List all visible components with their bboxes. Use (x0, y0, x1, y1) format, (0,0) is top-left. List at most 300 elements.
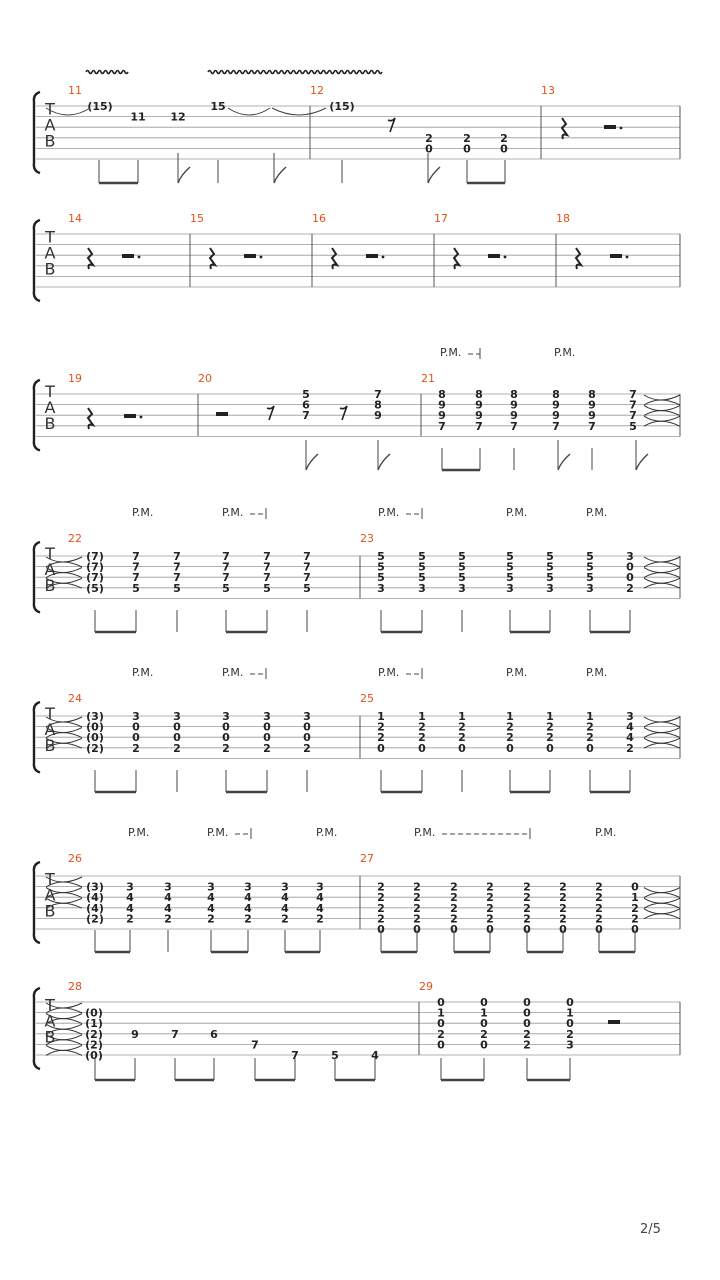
fret-number: 0 (566, 1017, 574, 1031)
fret-number: 2 (303, 741, 311, 755)
fret-number: 5 (629, 419, 637, 433)
fret-number: 7 (629, 388, 637, 401)
palm-mute-label: P.M. (586, 666, 608, 679)
fret-number: 0 (377, 923, 385, 936)
fret-number: 5 (458, 571, 466, 585)
fret-number: (15) (87, 100, 113, 113)
tie-cross (644, 909, 680, 914)
fret-number: 11 (130, 110, 146, 124)
page-number: 2/5 (640, 1222, 661, 1237)
fret-number: 7 (475, 419, 483, 433)
tie (272, 108, 326, 115)
flag (558, 454, 570, 470)
half-rest (488, 254, 500, 258)
fret-number: 0 (631, 880, 639, 894)
fret-number: 1 (546, 710, 554, 723)
fret-number: 3 (263, 710, 271, 723)
half-rest (244, 254, 256, 258)
palm-mute-label: P.M. (222, 506, 244, 519)
fret-number: 5 (506, 560, 514, 574)
fret-number: 2 (222, 741, 230, 755)
fret-number: (4) (86, 901, 104, 915)
fret-number: (7) (86, 571, 104, 585)
fret-number: 0 (222, 720, 230, 734)
fret-number: 2 (244, 912, 252, 926)
tab-clef-letter: A (44, 115, 56, 135)
fret-number: 2 (486, 901, 494, 915)
palm-mute-label: P.M. (506, 666, 528, 679)
fret-number: 2 (523, 891, 531, 905)
palm-mute-label: P.M. (378, 666, 400, 679)
fret-number: 0 (458, 741, 466, 755)
fret-number: 2 (377, 731, 385, 745)
fret-number: 0 (500, 142, 508, 156)
dot (504, 256, 507, 259)
fret-number: (0) (86, 731, 104, 745)
fret-number: 2 (595, 901, 603, 915)
vibrato (208, 71, 382, 74)
eighth-rest (388, 118, 395, 132)
tab-clef-letter: T (45, 995, 55, 1015)
tab-staff (34, 702, 680, 772)
fret-number: 7 (222, 560, 230, 574)
fret-number: 2 (173, 741, 181, 755)
fret-number: 0 (222, 731, 230, 745)
tab-clef-letter: T (45, 99, 55, 119)
fret-number: 2 (523, 912, 531, 926)
fret-number: 2 (631, 912, 639, 926)
flag (306, 454, 318, 470)
flag (428, 167, 440, 183)
fret-number: 0 (413, 923, 421, 936)
fret-number: 2 (506, 731, 514, 745)
tab-clef-letter: B (44, 259, 56, 279)
fret-number: 4 (371, 1049, 379, 1062)
measure-number: 29 (419, 980, 433, 993)
fret-number: 7 (629, 398, 637, 412)
eighth-rest (340, 406, 347, 420)
fret-number: 2 (418, 731, 426, 745)
fret-number: 2 (480, 1027, 488, 1041)
fret-number: 3 (546, 581, 554, 595)
fret-number: (0) (85, 1049, 103, 1062)
fret-number: 4 (244, 901, 252, 915)
fret-number: 2 (486, 880, 494, 894)
fret-number: 0 (263, 720, 271, 734)
fret-number: 2 (413, 901, 421, 915)
tie-cross (644, 738, 680, 743)
system-bracket (34, 988, 40, 1069)
fret-number: (15) (329, 100, 355, 113)
fret-number: 2 (566, 1027, 574, 1041)
fret-number: 0 (631, 923, 639, 936)
flag (636, 454, 648, 470)
fret-number: 2 (506, 720, 514, 734)
measure-number: 25 (360, 692, 374, 705)
fret-number: 8 (510, 388, 518, 401)
measure-number: 28 (68, 980, 82, 993)
fret-number: 0 (506, 741, 514, 755)
fret-number: 0 (450, 923, 458, 936)
fret-number: (5) (86, 581, 104, 595)
fret-number: 1 (437, 1006, 445, 1020)
fret-number: 9 (438, 409, 446, 423)
measure-number: 13 (541, 84, 555, 97)
fret-number: 2 (523, 1027, 531, 1041)
fret-number: 2 (164, 912, 172, 926)
fret-number: 7 (263, 571, 271, 585)
fret-number: 0 (132, 720, 140, 734)
system-bracket (34, 92, 40, 173)
fret-number: 9 (438, 398, 446, 412)
fret-number: 5 (418, 550, 426, 563)
fret-number: 2 (450, 891, 458, 905)
tab-clef-letter: B (44, 736, 56, 756)
fret-number: 2 (418, 720, 426, 734)
measure-number: 11 (68, 84, 82, 97)
fret-number: 7 (171, 1027, 179, 1041)
flag (378, 454, 390, 470)
fret-number: 7 (251, 1038, 259, 1052)
fret-number: 0 (480, 1017, 488, 1031)
tie-cross (644, 728, 680, 733)
measure-number: 24 (68, 692, 82, 705)
fret-number: 2 (559, 912, 567, 926)
fret-number: 2 (377, 880, 385, 894)
fret-number: 3 (164, 880, 172, 894)
fret-number: 4 (126, 891, 134, 905)
measure-number: 26 (68, 852, 82, 865)
fret-number: 3 (458, 581, 466, 595)
fret-number: 3 (244, 880, 252, 894)
fret-number: 5 (377, 571, 385, 585)
fret-number: 5 (586, 550, 594, 563)
fret-number: 7 (263, 550, 271, 563)
fret-number: 8 (475, 388, 483, 401)
tie-cross (644, 717, 680, 722)
tie-cross (644, 568, 680, 573)
tab-clef-letter: A (44, 720, 56, 740)
fret-number: 6 (302, 398, 310, 412)
fret-number: 7 (438, 419, 446, 433)
fret-number: (0) (85, 1006, 103, 1020)
fret-number: 3 (126, 880, 134, 894)
fret-number: 0 (626, 571, 634, 585)
tie-cross (644, 416, 680, 421)
palm-mute-label: P.M. (506, 506, 528, 519)
fret-number: 7 (132, 560, 140, 574)
fret-number: 0 (437, 1017, 445, 1031)
half-rest (604, 125, 616, 129)
fret-number: 7 (552, 419, 560, 433)
fret-number: 5 (458, 550, 466, 563)
fret-number: 2 (450, 880, 458, 894)
fret-number: 5 (546, 560, 554, 574)
palm-mute-label: P.M. (207, 826, 229, 839)
fret-number: 2 (463, 131, 471, 145)
fret-number: 7 (173, 560, 181, 574)
fret-number: 2 (559, 880, 567, 894)
fret-number: 2 (126, 912, 134, 926)
fret-number: 2 (377, 720, 385, 734)
fret-number: 5 (418, 560, 426, 574)
fret-number: 2 (207, 912, 215, 926)
fret-number: 2 (413, 880, 421, 894)
fret-number: 6 (210, 1027, 218, 1041)
fret-number: 3 (303, 710, 311, 723)
fret-number: (2) (86, 741, 104, 755)
fret-number: 7 (173, 550, 181, 563)
fret-number: 0 (480, 1038, 488, 1052)
fret-number: 8 (438, 388, 446, 401)
fret-number: 0 (595, 923, 603, 936)
fret-number: 2 (595, 880, 603, 894)
measure-number: 22 (68, 532, 82, 545)
tab-clef-letter: T (45, 869, 55, 889)
palm-mute-label: P.M. (132, 666, 154, 679)
fret-number: 4 (626, 720, 634, 734)
dot (140, 416, 143, 419)
system-bracket (34, 862, 40, 943)
tab-clef-letter: A (44, 885, 56, 905)
fret-number: 4 (316, 901, 324, 915)
fret-number: 2 (377, 901, 385, 915)
fret-number: 2 (450, 901, 458, 915)
fret-number: 1 (586, 710, 594, 723)
half-rest (610, 254, 622, 258)
tab-clef-letter: B (44, 901, 56, 921)
fret-number: 7 (303, 550, 311, 563)
flag (274, 167, 286, 183)
fret-number: 15 (210, 100, 226, 113)
fret-number: 7 (291, 1049, 299, 1062)
tie-cross (644, 898, 680, 903)
fret-number: 9 (475, 409, 483, 423)
quarter-rest (562, 118, 567, 139)
fret-number: 2 (377, 912, 385, 926)
fret-number: 3 (506, 581, 514, 595)
dot (626, 256, 629, 259)
fret-number: 4 (126, 901, 134, 915)
fret-number: 2 (626, 741, 634, 755)
fret-number: 2 (626, 581, 634, 595)
fret-number: 0 (437, 996, 445, 1009)
tie-cross (644, 557, 680, 562)
tab-clef-letter: T (45, 704, 55, 724)
fret-number: 9 (552, 409, 560, 423)
half-rest (216, 412, 228, 416)
fret-number: 4 (316, 891, 324, 905)
fret-number: 2 (586, 720, 594, 734)
fret-number: 3 (418, 581, 426, 595)
fret-number: 9 (588, 398, 596, 412)
fret-number: 2 (437, 1027, 445, 1041)
tab-clef-letter: T (45, 227, 55, 247)
fret-number: 3 (222, 710, 230, 723)
measure-number: 23 (360, 532, 374, 545)
palm-mute-label: P.M. (222, 666, 244, 679)
fret-number: 5 (331, 1049, 339, 1062)
fret-number: 1 (458, 710, 466, 723)
fret-number: 0 (418, 741, 426, 755)
fret-number: 9 (588, 409, 596, 423)
fret-number: 7 (510, 419, 518, 433)
fret-number: 1 (480, 1006, 488, 1020)
fret-number: 5 (303, 581, 311, 595)
fret-number: 9 (510, 398, 518, 412)
fret-number: 2 (546, 720, 554, 734)
dot (138, 256, 141, 259)
fret-number: 5 (377, 550, 385, 563)
fret-number: 12 (170, 110, 186, 124)
fret-number: 2 (595, 891, 603, 905)
fret-number: 5 (458, 560, 466, 574)
fret-number: 8 (552, 388, 560, 401)
tab-clef-letter: T (45, 382, 55, 402)
measure-number: 19 (68, 372, 82, 385)
measure-number: 15 (190, 212, 204, 225)
fret-number: 0 (523, 1017, 531, 1031)
fret-number: 2 (425, 131, 433, 145)
fret-number: (2) (85, 1038, 103, 1052)
fret-number: 5 (586, 560, 594, 574)
fret-number: 0 (559, 923, 567, 936)
fret-number: 3 (626, 550, 634, 563)
fret-number: 0 (463, 142, 471, 156)
tab-clef-letter: B (44, 576, 56, 596)
fret-number: 0 (546, 741, 554, 755)
fret-number: 0 (523, 923, 531, 936)
fret-number: 0 (566, 996, 574, 1009)
fret-number: 3 (132, 710, 140, 723)
fret-number: 2 (595, 912, 603, 926)
fret-number: (2) (86, 912, 104, 926)
fret-number: 9 (131, 1027, 139, 1041)
dot (260, 256, 263, 259)
fret-number: (1) (85, 1017, 103, 1031)
fret-number: 2 (316, 912, 324, 926)
tie-cross (644, 578, 680, 583)
tab-staff (34, 220, 680, 301)
tab-clef-letter: B (44, 131, 56, 151)
fret-number: 2 (523, 901, 531, 915)
fret-number: 7 (588, 419, 596, 433)
measure-number: 20 (198, 372, 212, 385)
fret-number: 5 (506, 550, 514, 563)
fret-number: 2 (559, 891, 567, 905)
fret-number: 2 (559, 901, 567, 915)
fret-number: 5 (586, 571, 594, 585)
palm-mute-label: P.M. (586, 506, 608, 519)
fret-number: 4 (626, 731, 634, 745)
fret-number: 8 (588, 388, 596, 401)
fret-number: (0) (86, 720, 104, 734)
tie (228, 108, 270, 115)
fret-number: 5 (546, 550, 554, 563)
fret-number: 1 (566, 1006, 574, 1020)
fret-number: 0 (523, 1006, 531, 1020)
fret-number: 0 (425, 142, 433, 156)
tab-staff (34, 92, 680, 173)
fret-number: (2) (85, 1027, 103, 1041)
fret-number: 7 (222, 571, 230, 585)
palm-mute-label: P.M. (440, 346, 462, 359)
flag (178, 167, 190, 183)
system-bracket (34, 220, 40, 301)
fret-number: 2 (586, 731, 594, 745)
tie-cross (644, 406, 680, 411)
half-rest (366, 254, 378, 258)
fret-number: 4 (207, 901, 215, 915)
palm-mute-label: P.M. (132, 506, 154, 519)
fret-number: 0 (586, 741, 594, 755)
fret-number: 2 (458, 720, 466, 734)
fret-number: (7) (86, 550, 104, 563)
fret-number: 8 (374, 398, 382, 412)
fret-number: 4 (207, 891, 215, 905)
fret-number: 5 (222, 581, 230, 595)
fret-number: 2 (631, 901, 639, 915)
fret-number: 2 (546, 731, 554, 745)
fret-number: 7 (173, 571, 181, 585)
fret-number: 5 (506, 571, 514, 585)
fret-number: 2 (263, 741, 271, 755)
fret-number: 5 (546, 571, 554, 585)
fret-number: 2 (486, 912, 494, 926)
fret-number: 1 (418, 710, 426, 723)
fret-number: 2 (132, 741, 140, 755)
fret-number: 2 (450, 912, 458, 926)
tab-clef-letter: A (44, 560, 56, 580)
measure-number: 16 (312, 212, 326, 225)
fret-number: 7 (263, 560, 271, 574)
fret-number: 2 (523, 880, 531, 894)
tab-clef-letter: A (44, 243, 56, 263)
fret-number: 0 (437, 1038, 445, 1052)
palm-mute-label: P.M. (414, 826, 436, 839)
fret-number: 4 (164, 891, 172, 905)
fret-number: 3 (316, 880, 324, 894)
fret-number: 5 (302, 388, 310, 401)
fret-number: 3 (207, 880, 215, 894)
tab-clef-letter: A (44, 398, 56, 418)
fret-number: 9 (510, 409, 518, 423)
palm-mute-label: P.M. (378, 506, 400, 519)
fret-number: 0 (263, 731, 271, 745)
measure-number: 14 (68, 212, 82, 225)
tab-clef-letter: A (44, 1011, 56, 1031)
fret-number: 7 (222, 550, 230, 563)
fret-number: 0 (303, 731, 311, 745)
fret-number: 9 (552, 398, 560, 412)
fret-number: 2 (523, 1038, 531, 1052)
fret-number: 1 (506, 710, 514, 723)
tab-staff (34, 542, 680, 612)
dot (382, 256, 385, 259)
fret-number: 7 (132, 571, 140, 585)
tab-clef-letter: B (44, 414, 56, 434)
half-rest (122, 254, 134, 258)
fret-number: 7 (132, 550, 140, 563)
fret-number: 2 (486, 891, 494, 905)
fret-number: 1 (631, 891, 639, 905)
fret-number: 5 (377, 560, 385, 574)
fret-number: 3 (586, 581, 594, 595)
tie-cross (644, 888, 680, 893)
vibrato (86, 71, 128, 74)
palm-mute-label: P.M. (316, 826, 338, 839)
fret-number: 9 (374, 409, 382, 423)
